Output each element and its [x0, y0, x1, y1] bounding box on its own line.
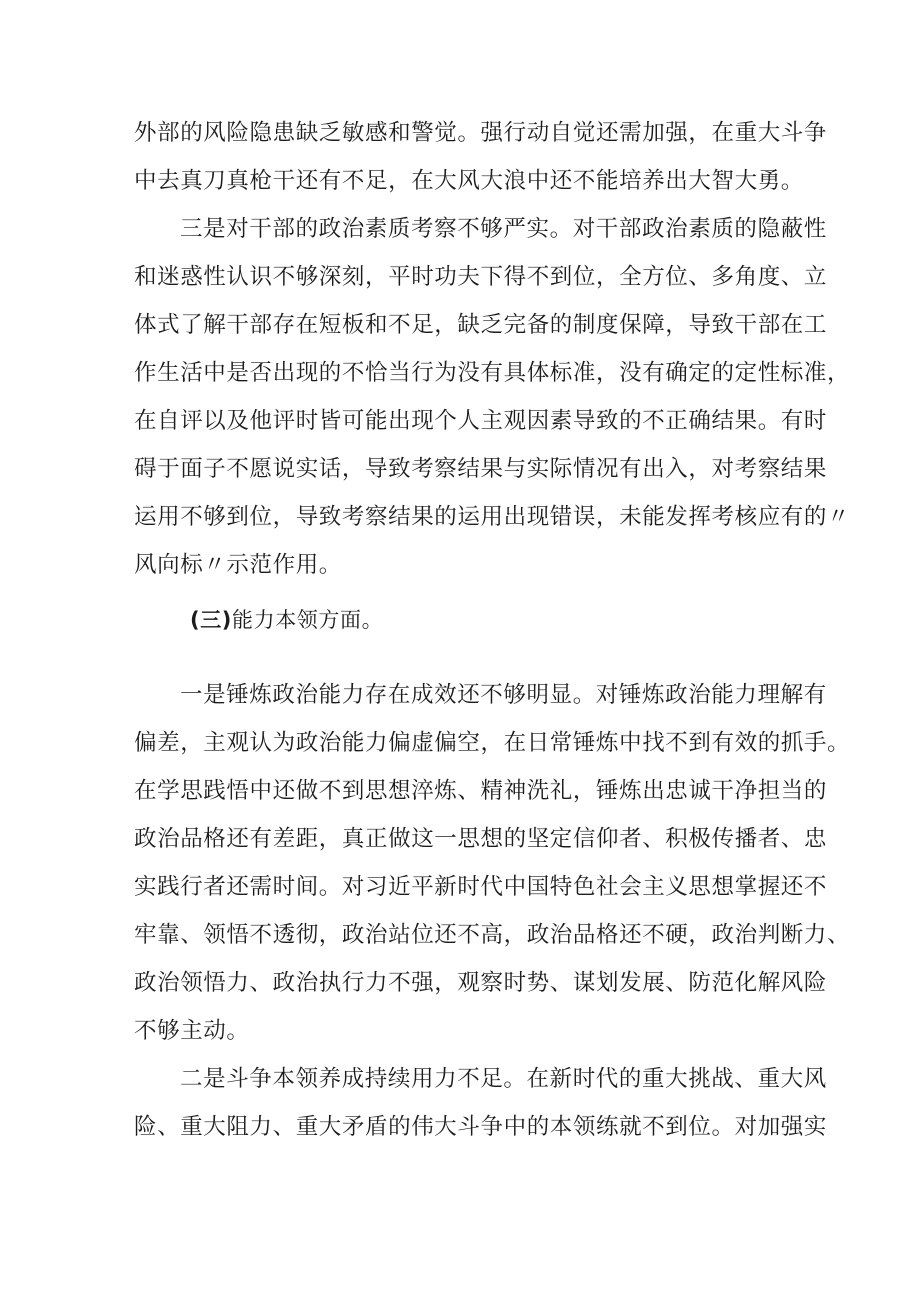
paragraph-line: 在自评以及他评时皆可能出现个人主观因素导致的不正确结果。有时 [134, 408, 828, 434]
paragraph-line: 不够主动。 [134, 1018, 250, 1044]
paragraph-line: 在学思践悟中还做不到思想淬炼、精神洗礼，锤炼出忠诚干净担当的 [134, 778, 828, 804]
paragraph-line: 政治领悟力、政治执行力不强，观察时势、谋划发展、防范化解风险 [134, 970, 828, 996]
paragraph-line: 险、重大阻力、重大矛盾的伟大斗争中的本领练就不到位。对加强实 [134, 1114, 828, 1140]
paragraph-line: 偏差，主观认为政治能力偏虚偏空，在日常锤炼中找不到有效的抓手。 [134, 730, 851, 756]
paragraph-line: 一是锤炼政治能力存在成效还不够明显。对锤炼政治能力理解有 [180, 682, 827, 708]
paragraph-line: 运用不够到位，导致考察结果的运用出现错误，未能发挥考核应有的〃 [134, 504, 851, 530]
paragraph-line: 外部的风险隐患缺乏敏感和警觉。强行动自觉还需加强，在重大斗争 [134, 120, 828, 146]
paragraph-line: 牢靠、领悟不透彻，政治站位还不高，政治品格还不硬，政治判断力、 [134, 922, 851, 948]
paragraph-line: 三是对干部的政治素质考察不够严实。对干部政治素质的隐蔽性 [180, 216, 827, 242]
paragraph-line: 体式了解干部存在短板和不足，缺乏完备的制度保障，导致干部在工 [134, 312, 828, 338]
paragraph-line: 政治品格还有差距，真正做这一思想的坚定信仰者、积极传播者、忠 [134, 826, 828, 852]
paragraph-line: 碍于面子不愿说实话，导致考察结果与实际情况有出入，对考察结果 [134, 456, 828, 482]
section-heading-number: (三) [190, 608, 232, 632]
paragraph-line: 二是斗争本领养成持续用力不足。在新时代的重大挑战、重大风 [180, 1066, 827, 1092]
section-heading-text: 能力本领方面。 [232, 608, 384, 632]
paragraph-line: 中去真刀真枪干还有不足，在大风大浪中还不能培养出大智大勇。 [134, 168, 804, 194]
paragraph-line: 风向标〃示范作用。 [134, 552, 342, 578]
paragraph-line: 作生活中是否出现的不恰当行为没有具体标准，没有确定的定性标准， [134, 360, 851, 386]
section-heading [190, 605, 383, 635]
paragraph-line: 实践行者还需时间。对习近平新时代中国特色社会主义思想掌握还不 [134, 874, 828, 900]
paragraph-line: 和迷惑性认识不够深刻，平时功夫下得不到位，全方位、多角度、立 [134, 264, 828, 290]
